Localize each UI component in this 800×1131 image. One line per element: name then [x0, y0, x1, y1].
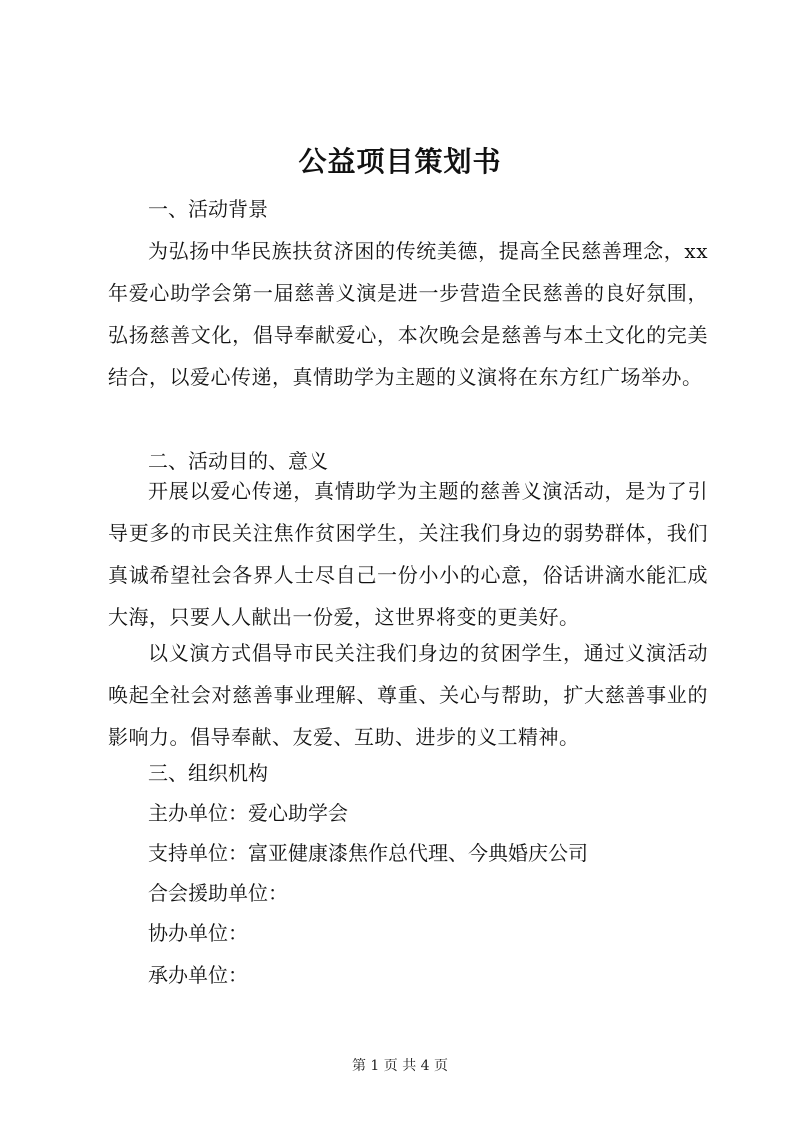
- section-heading-purpose: 二、活动目的、意义: [148, 449, 328, 473]
- org-undertake-line: 承办单位：: [148, 963, 248, 987]
- section-heading-organization: 三、组织机构: [148, 761, 268, 785]
- org-co-line: 协办单位：: [148, 921, 248, 945]
- org-support-line: 支持单位：富亚健康漆焦作总代理、今典婚庆公司: [148, 841, 588, 865]
- page-footer: 第 1 页 共 4 页: [351, 1058, 449, 1074]
- paragraph-purpose-2: 以义演方式倡导市民关注我们身边的贫困学生，通过义演活动唤起全社会对慈善事业理解、尊重、关心与帮助，扩大慈善事业的影响力。倡导奉献、友爱、互助、进步的义工精神。: [108, 641, 708, 749]
- section-heading-background: 一、活动背景: [148, 197, 268, 221]
- paragraph-background: 为弘扬中华民族扶贫济困的传统美德，提高全民慈善理念，xx 年爱心助学会第一届慈善义演是进一步营造全民慈善的良好氛围，弘扬慈善文化，倡导奉献爱心，本次晚会是慈善与本土文化的完美结合，以爱心传递，真情助学为主题的义演将在东方红广场举办。: [108, 239, 708, 389]
- org-host-line: 主办单位：爱心助学会: [148, 801, 348, 825]
- org-aid-line: 合会援助单位：: [148, 881, 288, 905]
- paragraph-purpose-1: 开展以爱心传递，真情助学为主题的慈善义演活动，是为了引导更多的市民关注焦作贫困学生，关注我们身边的弱势群体，我们真诚希望社会各界人士尽自己一份小小的心意，俗话讲滴水能汇成大海，只要人人献出一份爱，这世界将变的更美好。: [108, 479, 708, 629]
- document-title: 公益项目策划书: [298, 145, 502, 178]
